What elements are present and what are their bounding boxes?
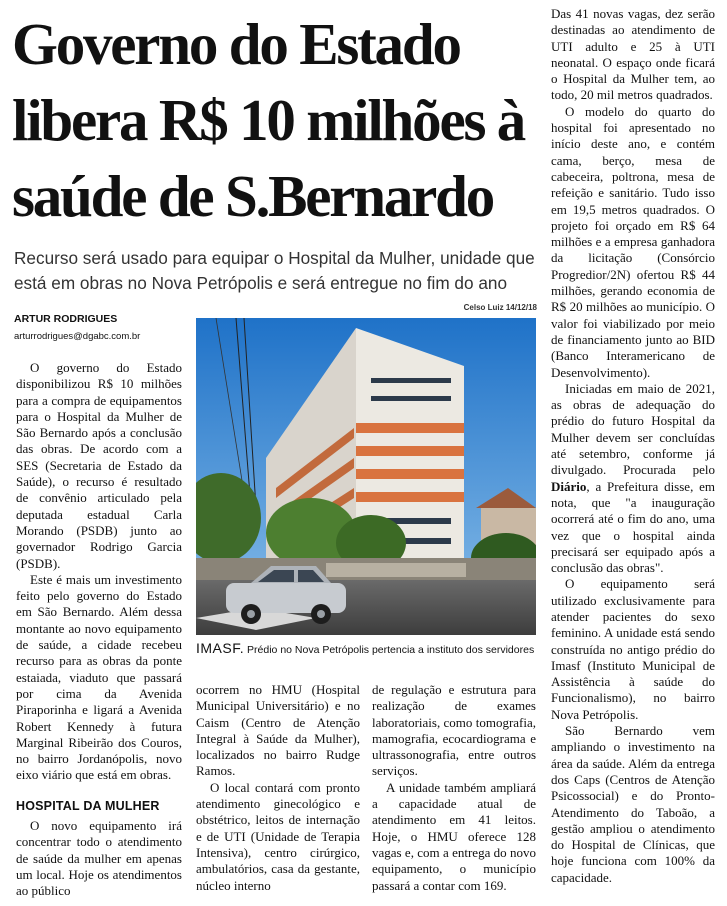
- headline-line: libera R$ 10 milhões à: [12, 87, 525, 153]
- paragraph: O equipamento será utilizado exclusivamente para atender pacientes do sexo feminino. A unidade está sendo construída no antigo prédio do Imasf (Instituto Municipal de Assistência à saúde do Funcionalismo), no bairro Nova Petrópolis.: [551, 576, 715, 722]
- hospital-building-illustration: [196, 318, 536, 635]
- paragraph: São Bernardo vem ampliando o investimento na área da saúde. Além da entrega dos Caps (Centros de Atenção Psicossocial) e do Pronto-Atendimento do Taboão, a gestão ampliou o atendimento do Hospital de Clínicas, que hoje funciona com 100% da capacidade.: [551, 723, 715, 885]
- headline: [12, 6, 552, 234]
- article-column-2: [196, 682, 360, 894]
- paragraph: [551, 381, 715, 577]
- paragraph: O local contará com pronto atendimento ginecológico e obstétrico, leitos de internação e de UTI (Unidade de Terapia Intensiva), centro cirúrgico, ambulatórios, casa da gestante, núcleo interno: [196, 779, 360, 893]
- newspaper-name: Diário: [551, 478, 587, 494]
- paragraph: O modelo do quarto do hospital foi apresentado no início deste ano, e contém cama, berço, mesa de cabeceira, poltrona, mesa de refeição e sanitário. Tudo isso em 19,5 metros quadrados. O projeto foi orçado em R$ 64 milhões e a empresa ganhadora da licitação (Consórcio Progredior/2N) ofertou R$ 44 milhões, gerando economia de R$ 20 milhões ao município. O valor foi viabilizado por meio de financiamento junto ao BID (Banco Interamericano de Desenvolvimento).: [551, 103, 715, 380]
- headline-line: saúde de S.Bernardo: [12, 163, 494, 229]
- section-subtitle: HOSPITAL DA MULHER: [16, 798, 160, 813]
- byline-email: arturrodrigues@dgabc.com.br: [14, 331, 141, 342]
- article-photo: [196, 318, 536, 635]
- paragraph: O governo do Estado disponibilizou R$ 10 milhões para a compra de equipamentos para o Hospital da Mulher de São Bernardo após a conclusão das obras. De acordo com a SES (Secretaria de Estado da Saúde), o recurso é resultado de convênio articulado pela deputada estadual Carla Morando (PSDB) junto ao governador Rodrigo Garcia (PSDB).: [16, 360, 182, 571]
- article-column-3: [372, 682, 536, 894]
- subheadline: [14, 246, 544, 296]
- photo-caption: [196, 640, 541, 656]
- headline-line: Governo do Estado: [12, 11, 460, 77]
- subheadline-line: está em obras no Nova Petrópolis e será entregue no fim do ano: [14, 273, 507, 293]
- byline-author: ARTUR RODRIGUES: [14, 313, 118, 325]
- article-column-4: [551, 6, 715, 886]
- paragraph: Das 41 novas vagas, dez serão destinadas ao atendimento de UTI adulto e 25 à UTI neonatal. O espaço onde ficará o Hospital da Mulher tem, ao todo, 20 mil metros quadrados.: [551, 6, 715, 103]
- caption-tag: IMASF.: [196, 640, 245, 656]
- paragraph-text: Iniciadas em maio de 2021, as obras de adequação do prédio do futuro Hospital da Mulher devem ser concluídas até setembro, conforme já divulgado. Procurada pelo: [551, 380, 715, 478]
- paragraph: de regulação e estrutura para realização de exames laboratoriais, como tomografia, mamografia, ecocardiograma e ultrassonografia, entre outros serviços.: [372, 682, 536, 779]
- paragraph-text: , a Prefeitura disse, em nota, que "a inauguração ocorrerá até o fim do ano, uma vez que o hospital ainda precisará ser equipado após a conclusão das obras".: [551, 478, 715, 576]
- paragraph: A unidade também ampliará a capacidade atual de atendimento em 41 leitos. Hoje, o HMU oferece 128 vagas e, com a entrega do novo equipamento, o município passará a contar com 169.: [372, 779, 536, 893]
- paragraph: Este é mais um investimento feito pelo governo do Estado em São Bernardo. Além dessa montante ao novo equipamento de saúde, a cidade recebeu recurso para as obras da ponte estaiada, viaduto que passará por cima da Avenida Piraporinha e ligará a Avenida Robert Kennedy à futura Marginal Ribeirão dos Couros, no bairro Jordanópolis, novo eixo viário que está em obras.: [16, 571, 182, 783]
- paragraph: ocorrem no HMU (Hospital Municipal Universitário) e no Caism (Centro de Atenção Integral à Saúde da Mulher), localizados no bairro Rudge Ramos.: [196, 682, 360, 779]
- photo-credit: Celso Luiz 14/12/18: [463, 303, 537, 312]
- article-column-1: [16, 360, 182, 900]
- paragraph: O novo equipamento irá concentrar todo o atendimento de saúde da mulher em apenas um local. Hoje os atendimentos ao público: [16, 818, 182, 899]
- caption-text: Prédio no Nova Petrópolis pertencia a instituto dos servidores: [247, 644, 535, 656]
- subheadline-line: Recurso será usado para equipar o Hospital da Mulher, unidade que: [14, 248, 535, 268]
